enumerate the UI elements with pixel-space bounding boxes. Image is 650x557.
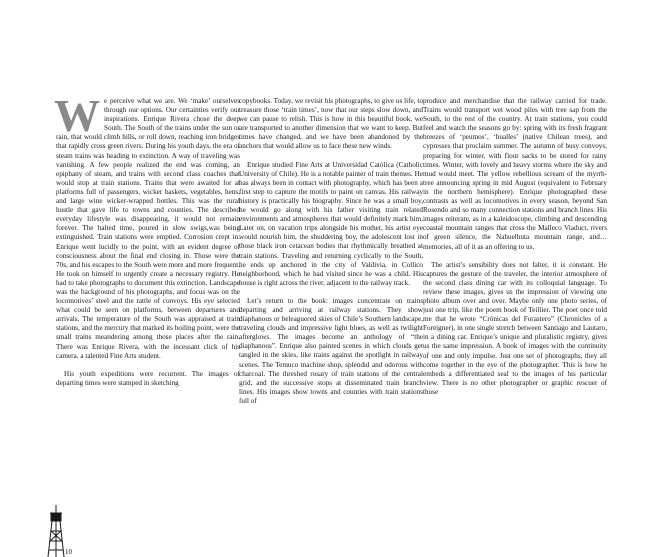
drop-cap: W bbox=[54, 90, 100, 141]
paragraph: copybooks. Today, we revisit his photographs, to give us life, to treasure those ‘train times’, now that our steps slow down, and we can pause to relish. This is how in this beautiful book, we are transported to another dimension that we want to keep. But times have changed, and we have been abandoned by the anchors that would allow us to face these new winds. bbox=[239, 97, 423, 151]
paragraph: Enrique studied Fine Arts at Universidad Católica (Catholic University of Chile). He is a notable painter of train themes. He has always been in contact with photography, which has been a first step to capture the motifs to paint on canvas. His railway history is practically his biography. Since he was a small boy, he would go along with his father visiting train related environments and atmospheres that would definitely mark him. Later on, on vacation trips alongside his mother, his artist eye would nourish him, the shuddering boy, the adolescent lost in those black iron cetacean bodies that rhythmically breathed at train stations. Traveling and returning cyclically to the South, he ends up anchored in the city of Valdivia, in Collico neighborhood, which he had visited since he was a child. His house is right across the river, adjacent to the railway track. bbox=[239, 160, 423, 287]
text-column-2 bbox=[239, 97, 423, 406]
paragraph bbox=[54, 90, 240, 361]
paragraph: His youth expeditions were recurrent. The images of departing times were stamped in sketching bbox=[56, 369, 240, 387]
text-column-3 bbox=[423, 97, 607, 397]
text-column-1 bbox=[54, 90, 240, 388]
paragraph: Let’s return to the book: images concentrate on trains departing and arriving at railway stations. They show diaphanous or beleaguered skies of Chile’s Southern landscape, traveling clouds and impressive light blues, as well as twilight afterglows. The images become an anthology of “the diaphanous”. Enrique also painted scenes in which clouds get tangled in the skies, like trains against the spotlight in railway scenes. The Temuco machine shop, splendid and odorous with charcoal. The threshed rosary of train stations of the central grid, and the successive stops at disseminated train branch lines. His images show towns and counties with train stations full of bbox=[239, 296, 423, 405]
paragraph-text: e perceive what we are. We ‘make’ ourselves through our options. Our certainties verify our inspirations. Enrique Rivera chose the deep South. The South of the trains under the sun or rain, that would climb hills, or roll down, reaching iron bridges that rapidly cross green rivers. During his youth days, the era of steam trains was heading to extinction. A way of traveling was vanishing. A few people realized the end was coming, an epiphany of steam, and trains with second class coaches that would stop at train stations. Trains that were awaited for at platforms full of passengers, wicker baskets, vegetables, hens, and large wine wicker-wrapped bottles. This was the rural hustle that gave life to towns and counties. The described everyday lifestyle was disappearing, it would not remain forever. The halted time, poured in slow swigs,was being extinguished. Train stations were emptied. Corrosion crept in. Enrique went lucidly to the point, with an evident degree of consciousness about the final end closing in. Those were the 70s, and his escapes to the South were more and more frequent. He took on himself to urgently create a necessary registry. He had to take photographs to document this extinction. Landscape was the background of his photographs, and focus was on the locomotives’ steel and the rattle of convoys. His eye selected what could be seen on platforms, between departures and arrivals. The temperature of the South was appraised at train stations, and the mercury that marked its boiling point, were the small trains meandering among those places after the rain. There was Enrique Rivera, with the incessant click of his camera, a talented Fine Arts student. bbox=[56, 97, 240, 360]
paragraph: The artist’s sensibility does not falter, it is constant. He captures the gesture of the traveler, the interior atmosphere of the second class dining car with its colloquial language. To review these images, gives us the impression of viewing one photo album over and over. Maybe only one photo series, of just one trip, like the poem book of Teillier. The poet once told me that he wrote “Crónicas del Forastero” (Chronicles of a Foreigner), in one single stretch between Santiago and Lautaro, in a dining car. Enrique’s unique and pluralistic registry, gives us the same impression. A book of images with the continuity of one and only impulse. Just one set of photographs, they all come together in the eye of the photographer. This is how he embeds a differentiated seal to the images of his particular view. There is no other photographer or graphic rescuer of those bbox=[423, 260, 607, 396]
paragraph: produce and merchandise that the railway carried for trade. Trains would transport wet wood piles with tree sap from the South, to the rest of the country. At train stations, you could feel and watch the seasons go by: spring with its fresh fragrant breezes of ‘peumos’, ‘hualles’ (native Chilean trees), and cypresses that proclaim summer. The autumn of busy convoys, preparing for winter, with flour sacks to be stored for rainy times. Winter, with lovely and heavy storms where the sky and mud would meet. The yellow rebellious scream of the myrrh-tree announcing spring in mid August (equivalent to February in the northern hemisphere). Enrique photographed these contrasts as well as locomotives in every season, beyond San Rosendo and so many connection stations and branch lines. His images reiterate, as in a kaleidoscope, climbing and descending coastal mountain ranges that cross the Malleco Viaduct, rivers of green silence, the Nahuelbuta mountain range, and… memories, all of it as an offering to us. bbox=[423, 97, 607, 251]
page-number: 10 bbox=[65, 548, 72, 556]
